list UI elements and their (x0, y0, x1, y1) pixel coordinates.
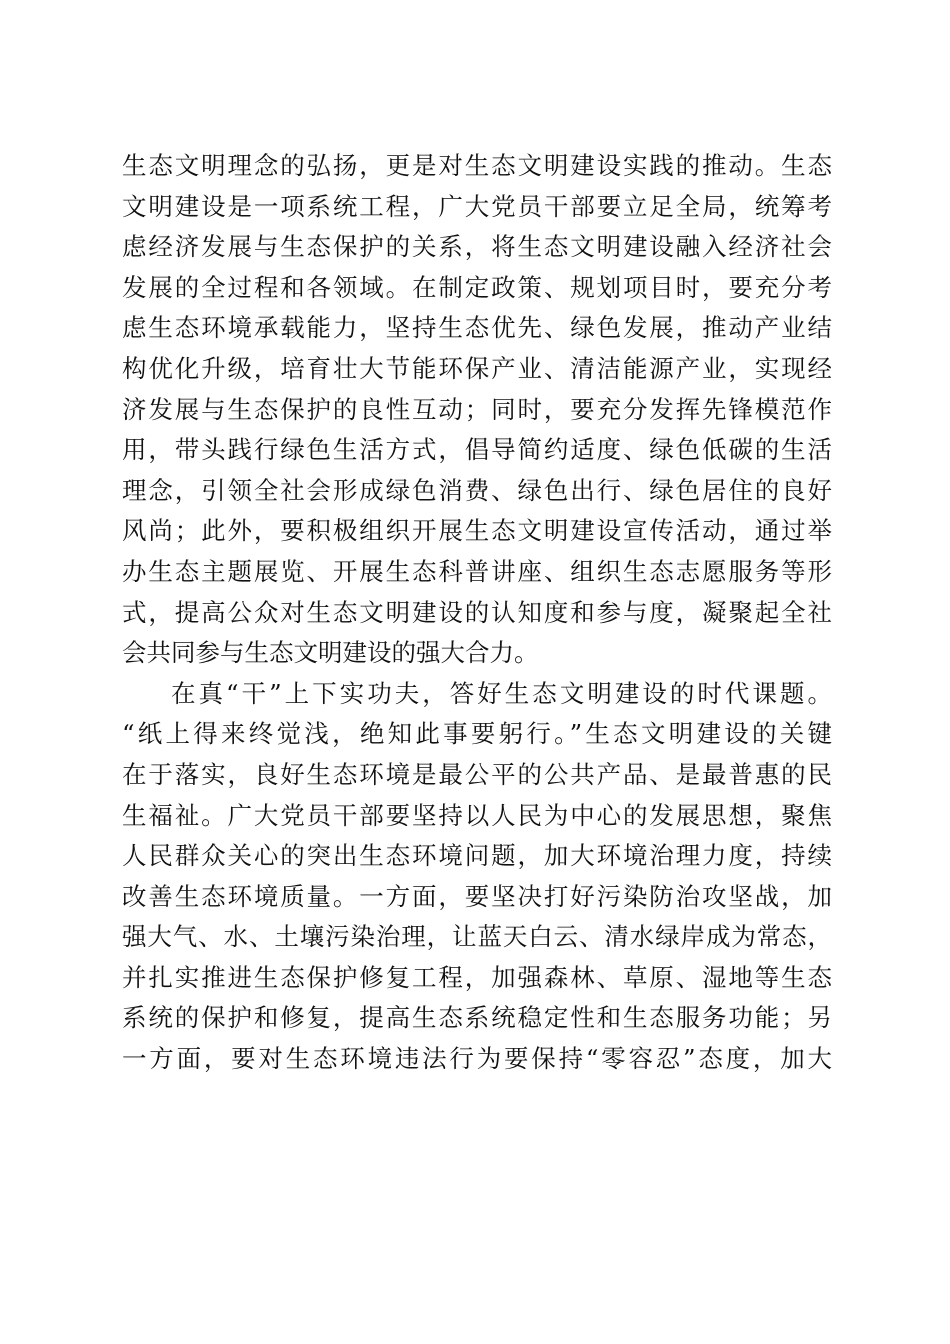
text-line: 发展的全过程和各领域。在制定政策、规划项目时，要充分考 (122, 272, 832, 302)
text-line: 生态文明理念的弘扬，更是对生态文明建设实践的推动。生态 (122, 151, 832, 180)
paragraph-start-line: 在真“干”上下实功夫，答好生态文明建设的时代课题。 (171, 678, 832, 708)
text-line: 虑经济发展与生态保护的关系，将生态文明建设融入经济社会 (122, 232, 832, 262)
text-line: 理念，引领全社会形成绿色消费、绿色出行、绿色居住的良好 (122, 475, 832, 505)
text-line: 风尚；此外，要积极组织开展生态文明建设宣传活动，通过举 (122, 516, 832, 546)
text-line: 在于落实，良好生态环境是最公平的公共产品、是最普惠的民 (122, 759, 832, 789)
text-line: 构优化升级，培育壮大节能环保产业、清洁能源产业，实现经 (122, 353, 832, 383)
text-line: “纸上得来终觉浅，绝知此事要躬行。”生态文明建设的关键 (122, 719, 832, 749)
text-line: 强大气、水、土壤污染治理，让蓝天白云、清水绿岸成为常态， (122, 922, 832, 952)
text-line: 济发展与生态保护的良性互动；同时，要充分发挥先锋模范作 (122, 394, 832, 424)
text-line: 虑生态环境承载能力，坚持生态优先、绿色发展，推动产业结 (122, 313, 832, 343)
text-line: 系统的保护和修复，提高生态系统稳定性和生态服务功能；另 (122, 1003, 832, 1033)
body-text (122, 146, 832, 1080)
text-line: 文明建设是一项系统工程，广大党员干部要立足全局，统筹考 (122, 191, 832, 221)
text-line: 式，提高公众对生态文明建设的认知度和参与度，凝聚起全社 (122, 597, 832, 627)
text-line: 改善生态环境质量。一方面，要坚决打好污染防治攻坚战，加 (122, 881, 832, 911)
text-line: 人民群众关心的突出生态环境问题，加大环境治理力度，持续 (122, 841, 832, 871)
text-line: 生福祉。广大党员干部要坚持以人民为中心的发展思想，聚焦 (122, 800, 832, 830)
text-line: 一方面，要对生态环境违法行为要保持“零容忍”态度，加大 (122, 1044, 832, 1074)
text-line: 办生态主题展览、开展生态科普讲座、组织生态志愿服务等形 (122, 556, 832, 586)
text-line: 并扎实推进生态保护修复工程，加强森林、草原、湿地等生态 (122, 962, 832, 992)
paragraph-end-line: 会共同参与生态文明建设的强大合力。 (122, 638, 539, 668)
text-line: 用，带头践行绿色生活方式，倡导简约适度、绿色低碳的生活 (122, 435, 832, 465)
